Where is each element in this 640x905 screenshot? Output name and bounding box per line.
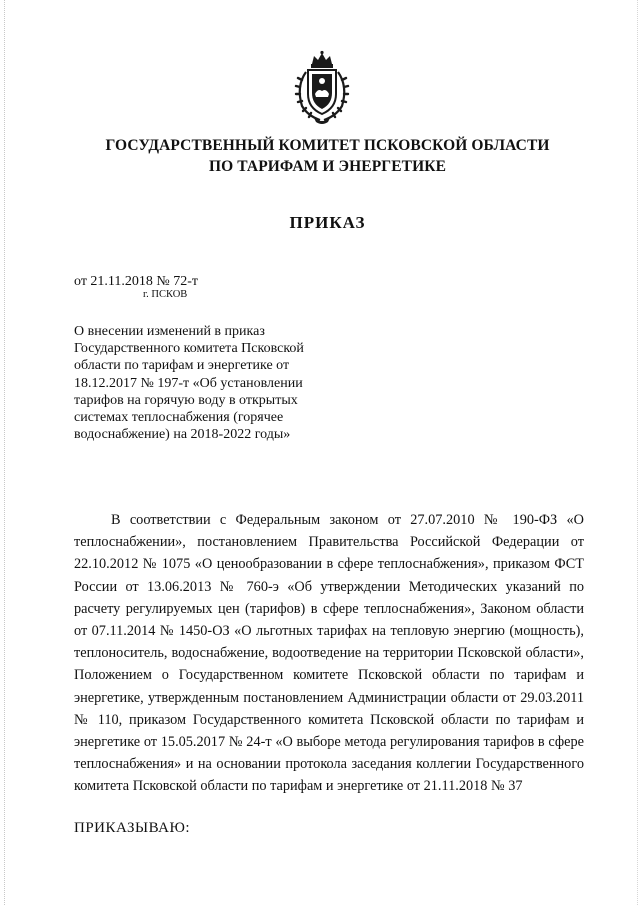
document-city: г. ПСКОВ bbox=[143, 289, 188, 300]
order-directive: ПРИКАЗЫВАЮ: bbox=[74, 820, 191, 836]
subject-line: О внесении изменений в приказ bbox=[74, 324, 265, 339]
subject-line: системах теплоснабжения (горячее bbox=[74, 410, 284, 426]
organization-title-line-2: ПО ТАРИФАМ И ЭНЕРГЕТИКЕ bbox=[208, 158, 447, 175]
scan-edge-right bbox=[635, 0, 638, 905]
document-type-heading: ПРИКАЗ bbox=[289, 213, 366, 232]
subject-line: тарифов на горячую воду в открытых bbox=[74, 392, 298, 408]
organization-title bbox=[60, 135, 595, 177]
pskov-coat-of-arms-icon bbox=[288, 50, 356, 126]
subject-line: области по тарифам и энергетике от bbox=[74, 358, 290, 374]
document-body-paragraph: В соответствии с Федеральным законом от 27.07.2010 № 190-ФЗ «О теплоснабжении», постановлением Правительства Российской Федерации от 22.10.2012 № 1075 «О ценообразовании в сфере теплоснабжения», приказом ФСТ России от 13.06.2013 № 760-э «Об утверждении Методических указаний по расчету регулируемых цен (тарифов) в сфере теплоснабжения», Законом области от 07.11.2014 № 1450-ОЗ «О льготных тарифах на тепловую энергию (мощность), теплоноситель, водоснабжение, водоотведение на территории Псковской области», Положением о Государственном комитете Псковской области по тарифам и энергетике, утвержденным постановлением Администрации области от 29.03.2011 № 110, приказом Государственного комитета Псковской области по тарифам и энергетике от 15.05.2017 № 24-т «О выборе метода регулирования тарифов в сфере теплоснабжения» и на основании протокола заседания коллегии Государственного комитета Псковской области по тарифам и энергетике от 21.11.2018 № 37 bbox=[74, 512, 584, 795]
subject-line: водоснабжение) на 2018-2022 годы» bbox=[74, 427, 291, 443]
document-subject bbox=[74, 323, 364, 443]
document-date-number: от 21.11.2018 № 72-т bbox=[74, 274, 199, 289]
scan-edge-left bbox=[4, 0, 7, 905]
subject-line: 18.12.2017 № 197-т «Об установлении bbox=[74, 375, 303, 391]
organization-title-line-1: ГОСУДАРСТВЕННЫЙ КОМИТЕТ ПСКОВСКОЙ ОБЛАСТИ bbox=[105, 137, 550, 154]
subject-line: Государственного комитета Псковской bbox=[74, 341, 304, 357]
